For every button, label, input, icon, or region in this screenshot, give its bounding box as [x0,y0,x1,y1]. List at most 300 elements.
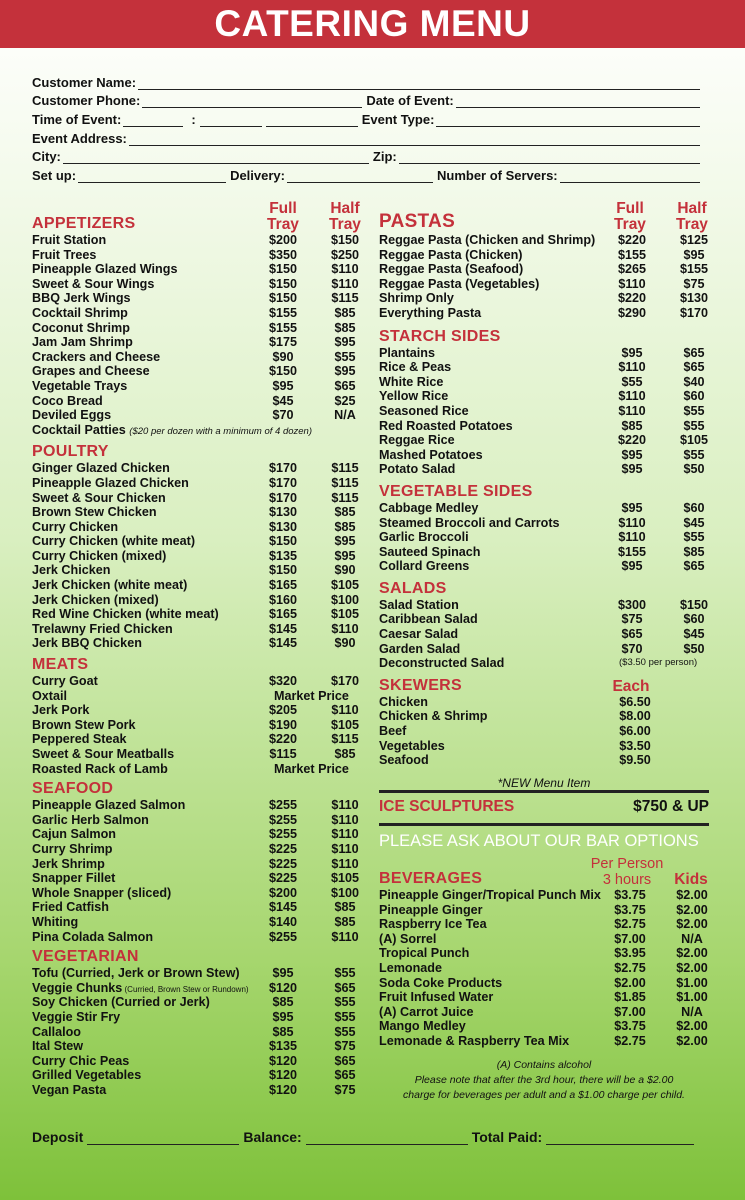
menu-item [379,248,709,263]
charge-note-1: Please note that after the 3rd hour, there will be a $2.00 [414,1074,674,1086]
beverage-item [379,932,709,947]
item-half-price: $250 [330,247,360,262]
item-name: Roasted Rack of Lamb [32,761,168,776]
item-name: Curry Chicken (white meat) [32,534,196,549]
per-person-header [589,856,665,888]
item-half-price: $95 [683,247,705,262]
item-full-price: $110 [618,515,646,530]
item-name: Curry Chicken (mixed) [32,548,167,563]
beverage-item [379,961,709,976]
balance-label: Balance: [243,1129,302,1145]
item-name: Jerk Pork [32,703,90,718]
item-name: Grapes and Cheese [32,364,150,379]
beverage-adult-price: $1.85 [614,990,646,1005]
item-half-price: $75 [334,1082,356,1097]
item-note: ($20 per dozen with a minimum of 4 dozen) [129,425,313,437]
beverage-name: Tropical Punch [379,946,470,961]
item-full-price: $150 [268,262,298,277]
beverage-adult-price: $2.00 [614,975,646,990]
time-hour-field[interactable] [123,115,183,127]
menu-item [32,364,362,379]
item-name: BBQ Jerk Wings [32,291,131,306]
header-banner [0,0,745,48]
beverage-item [379,1019,709,1034]
item-half-price: $110 [331,929,359,944]
item-half-price: $55 [683,530,705,545]
date-of-event-field[interactable] [456,96,700,108]
item-half-price: $75 [683,276,705,291]
total-paid-label: Total Paid: [471,1129,543,1145]
item-half-price: $90 [334,636,356,651]
total-paid-field[interactable] [546,1133,694,1145]
appetizers-title: APPETIZERS [32,215,136,232]
beverage-item [379,990,709,1005]
menu-item [379,448,709,463]
menu-item [32,291,362,306]
item-full-price: $150 [268,276,298,291]
city-label: City: [32,149,61,165]
zip-field[interactable] [399,152,700,164]
page-title: CATERING MENU [214,3,531,44]
item-note: (Curried, Brown Stew or Rundown) [122,984,249,994]
menu-item [32,408,362,423]
item-full-price: $145 [268,621,298,636]
beverage-kids-price: $2.00 [676,917,708,932]
item-price: $8.00 [619,709,651,724]
item-name: Peppered Steak [32,732,127,747]
form-row-setup [32,164,704,183]
item-full-price: $155 [617,247,647,262]
appetizers-section [32,193,362,437]
item-half-price: $45 [683,627,705,642]
skewers-title: SKEWERS [379,676,462,694]
form-row-city [32,146,704,165]
item-half-price: $65 [334,1053,356,1068]
beverage-kids-price: N/A [681,1004,703,1019]
menu-item [32,1039,362,1054]
item-name: Cajun Salmon [32,827,116,842]
menu-item [32,277,362,292]
item-full-price: $95 [621,462,643,477]
beverage-item [379,1034,709,1049]
payment-footer [32,1129,712,1145]
item-full-price: $155 [268,320,298,335]
menu-item [32,622,362,637]
menu-item [379,695,709,710]
menu-item [32,915,362,930]
item-full-price: $70 [621,641,643,656]
beverage-name: Pineapple Ginger [379,902,483,917]
item-name: Brown Stew Pork [32,717,136,732]
bar-options-banner: PLEASE ASK ABOUT OUR BAR OPTIONS [379,832,699,850]
time-ampm-field[interactable] [266,115,358,127]
pastas-header [379,193,709,233]
item-name: Oxtail [32,688,67,703]
item-name: Fried Catfish [32,900,109,915]
pastas-title: PASTAS [379,211,456,232]
item-full-price: $110 [618,389,646,404]
customer-phone-label: Customer Phone: [32,93,141,109]
item-half-price: $105 [330,607,360,622]
item-name: Salad Station [379,597,459,612]
item-full-price: $155 [268,305,298,320]
item-name: Brown Stew Chicken [32,505,157,520]
item-note: ($3.50 per person) [619,657,698,669]
item-half-price: $95 [334,335,356,350]
menu-item [379,501,709,516]
item-half-price: $85 [334,320,356,335]
item-name: Coconut Shrimp [32,320,130,335]
event-address-field[interactable] [129,134,700,146]
item-half-price: $55 [683,418,705,433]
item-full-price: $70 [272,408,294,423]
item-name: Garlic Broccoli [379,530,469,545]
item-half-price: $105 [330,578,360,593]
item-price: $3.50 [619,738,651,753]
item-name: Curry Chicken [32,519,119,534]
menu-item [32,871,362,886]
item-full-price: $145 [268,900,298,915]
setup-label: Set up: [32,168,77,184]
item-half-price: $50 [683,462,705,477]
item-full-price: $45 [272,393,294,408]
menu-item [32,461,362,476]
customer-name-field[interactable] [138,78,700,90]
seafood-section [32,781,362,944]
seafood-header [32,781,362,798]
menu-item [32,689,362,704]
item-full-price: $75 [621,612,643,627]
menu-item [32,578,362,593]
item-name: Curry Shrimp [32,841,113,856]
item-name: Vegetable Trays [32,378,128,393]
event-type-field[interactable] [436,115,700,127]
menu-item [379,739,709,754]
item-full-price: $350 [268,247,298,262]
item-half-price: $65 [334,1068,356,1083]
item-full-price: $140 [268,914,298,929]
item-full-price: $95 [272,378,294,393]
item-half-price: $75 [334,1039,356,1054]
item-name: Cocktail Patties ($20 per dozen with a minimum of 4 dozen) [32,422,313,437]
item-full-price: $120 [268,1053,298,1068]
item-half-price: $65 [334,378,356,393]
item-full-price: $85 [621,418,643,433]
item-full-price: $65 [621,627,643,642]
beverage-name: Pineapple Ginger/Tropical Punch Mix [379,888,601,902]
item-name: Jerk BBQ Chicken [32,636,142,651]
item-half-price: $85 [334,519,356,534]
deposit-label: Deposit [32,1129,84,1145]
menu-item [32,563,362,578]
kids-header: Kids [674,871,708,888]
item-name: Cocktail Shrimp [32,305,128,320]
item-half-price: $85 [334,914,356,929]
beverage-adult-price: $2.75 [614,960,646,975]
item-name: White Rice [379,374,444,389]
item-half-price: $110 [331,841,359,856]
balance-field[interactable] [306,1133,468,1145]
item-name: Whiting [32,914,79,929]
item-name: Red Roasted Potatoes [379,418,513,433]
meats-header [32,657,362,674]
item-full-price: $265 [617,262,647,277]
delivery-field[interactable] [287,171,433,183]
beverage-kids-price: $1.00 [676,975,708,990]
menu-item [379,360,709,375]
item-half-price: $55 [683,403,705,418]
setup-field[interactable] [78,171,226,183]
skewers-header [379,677,709,695]
item-full-price: $135 [268,548,298,563]
vegsides-header [379,483,709,501]
form-row-address [32,127,704,146]
item-name: Soy Chicken (Curried or Jerk) [32,995,210,1010]
menu-item [32,674,362,689]
beverage-kids-price: $2.00 [676,960,708,975]
item-full-price: $290 [617,305,647,320]
item-half-price: $65 [334,980,356,995]
item-half-price: $110 [331,798,359,813]
beverage-kids-price: $2.00 [676,1019,708,1034]
item-full-price: $95 [621,500,643,515]
item-name: Sauteed Spinach [379,544,481,559]
half-tray-label: Half Tray [329,200,361,233]
city-field[interactable] [63,152,369,164]
salads-header [379,580,709,598]
menu-item [32,981,362,996]
item-full-price: $220 [617,233,647,247]
item-name: Everything Pasta [379,305,482,320]
menu-item [32,747,362,762]
item-half-price: $125 [679,233,709,247]
charge-note-2: charge for beverages per adult and a $1.00 charge per child. [403,1089,685,1101]
menu-item [32,248,362,263]
time-of-event-label: Time of Event: [32,112,122,128]
menu-item [379,291,709,306]
poultry-title: POULTRY [32,443,109,461]
item-name: Collard Greens [379,559,470,574]
item-name: Veggie Chunks (Curried, Brown Stew or Rundown) [32,980,249,995]
seafood-title: SEAFOOD [32,780,114,798]
menu-item [379,545,709,560]
beverage-kids-price: $2.00 [676,902,708,917]
beverage-name: (A) Carrot Juice [379,1004,474,1019]
item-half-price: $85 [683,544,705,559]
form-row-name [32,71,704,90]
item-name: Pineapple Glazed Wings [32,262,178,277]
beverages-header [379,853,709,888]
item-name: Cabbage Medley [379,500,479,515]
item-name: Potato Salad [379,462,456,477]
item-half-price: $65 [683,345,705,360]
beverage-item [379,917,709,932]
poultry-section [32,444,362,651]
menu-item [379,419,709,434]
menu-item [32,321,362,336]
item-half-price: $100 [330,885,360,900]
item-half-price: $110 [331,276,359,291]
menu-item [32,703,362,718]
vegetarian-header [32,949,362,966]
item-full-price: $220 [268,732,298,747]
menu-item [32,491,362,506]
item-full-price: $120 [268,980,298,995]
item-name: Garden Salad [379,641,461,656]
customer-phone-field[interactable] [142,96,362,108]
item-name: Deviled Eggs [32,408,112,423]
item-name: Jerk Chicken (mixed) [32,592,159,607]
beverage-kids-price: $1.00 [676,990,708,1005]
beverage-name: Mango Medley [379,1019,466,1034]
item-half-price: $60 [683,389,705,404]
item-full-price: $170 [268,461,298,476]
item-full-price: $200 [268,885,298,900]
starch-section [379,327,709,477]
item-half-price: $60 [683,612,705,627]
zip-label: Zip: [372,149,397,165]
right-menu-column [379,193,709,790]
each-header: Each [612,677,650,695]
item-name: Mashed Potatoes [379,447,483,462]
item-name: Jerk Chicken [32,563,111,578]
item-name: Caribbean Salad [379,612,478,627]
menu-item [32,900,362,915]
beverage-adult-price: $7.00 [614,1004,646,1019]
item-name: Pina Colada Salmon [32,929,154,944]
item-name: Chicken & Shrimp [379,709,488,724]
item-full-price: $55 [621,374,643,389]
item-name: Jam Jam Shrimp [32,335,133,350]
menu-item [32,520,362,535]
item-full-price: $85 [272,995,294,1010]
item-name: Red Wine Chicken (white meat) [32,607,219,622]
item-half-price: $55 [334,995,356,1010]
item-full-price: $155 [617,544,647,559]
servers-field[interactable] [560,171,700,183]
beverage-item [379,903,709,918]
item-name: Reggae Pasta (Chicken) [379,247,523,262]
vegetarian-section [32,949,362,1097]
item-half-price: $65 [683,360,705,375]
item-name: Reggae Pasta (Vegetables) [379,276,540,291]
beverage-name: Raspberry Ice Tea [379,917,487,932]
menu-item [379,389,709,404]
item-full-price: $300 [617,597,647,612]
menu-item [32,886,362,901]
item-half-price: $25 [334,393,356,408]
item-full-price: $255 [268,812,298,827]
item-full-price: $255 [268,827,298,842]
customer-form [32,71,704,183]
item-full-price: $255 [268,798,298,813]
menu-item [32,306,362,321]
menu-item [379,233,709,248]
meats-title: MEATS [32,656,89,674]
item-price: $9.50 [619,753,651,768]
item-name: Fruit Trees [32,247,97,262]
item-full-price: $165 [268,578,298,593]
menu-item [32,607,362,622]
item-full-price: $255 [268,929,298,944]
menu-item [379,462,709,477]
item-half-price: $85 [334,747,356,761]
item-half-price: $50 [683,641,705,656]
item-full-price: $120 [268,1082,298,1097]
per-person-label: Per Person [590,856,664,872]
item-name: Snapper Fillet [32,871,116,886]
item-full-price: $320 [268,674,298,689]
event-address-label: Event Address: [32,130,127,146]
beverage-item [379,976,709,991]
item-half-price: $90 [334,563,356,578]
item-name: Vegetables [379,738,445,753]
menu-item [32,593,362,608]
menu-item [32,798,362,813]
menu-item [32,379,362,394]
menu-item [379,346,709,361]
beverage-kids-price: N/A [681,931,703,946]
item-full-price: $115 [269,747,297,761]
item-half-price: $55 [334,1009,356,1024]
item-full-price: $130 [268,505,298,520]
beverage-adult-price: $3.75 [614,1019,646,1034]
menu-item [32,827,362,842]
item-half-price: $130 [679,291,709,306]
item-full-price: $95 [272,966,294,981]
alcohol-note: (A) Contains alcohol [496,1059,592,1071]
menu-item [379,656,709,671]
menu-item [32,233,362,248]
delivery-label: Delivery: [230,168,285,184]
item-name: Chicken [379,694,428,709]
beverage-item [379,888,709,903]
beverage-adult-price: $2.75 [614,917,646,932]
vegetarian-title: VEGETARIAN [32,948,139,966]
ice-sculptures-price: $750 & UP [633,798,709,815]
menu-item [379,627,709,642]
item-half-price: $105 [330,717,360,732]
item-name: Trelawny Fried Chicken [32,621,173,636]
deposit-field[interactable] [87,1133,239,1145]
full-tray-header [263,201,303,233]
item-full-price: $190 [268,717,298,732]
new-item-note: *NEW Menu Item [497,775,591,790]
item-half-price: $105 [679,433,709,448]
menu-item [32,423,362,438]
time-minute-field[interactable] [200,115,262,127]
item-full-price: $165 [268,607,298,622]
item-name: Beef [379,724,407,739]
beverages-title: BEVERAGES [379,870,483,887]
menu-item [379,375,709,390]
item-name: Rice & Peas [379,360,452,375]
menu-item [32,350,362,365]
item-half-price: $170 [679,305,709,320]
menu-item [32,476,362,491]
menu-item [379,642,709,657]
ice-sculptures-title: ICE SCULPTURES [379,798,515,815]
item-full-price: $110 [618,276,646,291]
item-half-price: $55 [683,447,705,462]
item-half-price: $155 [679,262,709,277]
menu-item [32,857,362,872]
item-half-price: $95 [334,548,356,563]
item-full-price: $90 [272,349,294,364]
menu-item [379,433,709,448]
menu-item [32,1068,362,1083]
menu-item [379,753,709,768]
